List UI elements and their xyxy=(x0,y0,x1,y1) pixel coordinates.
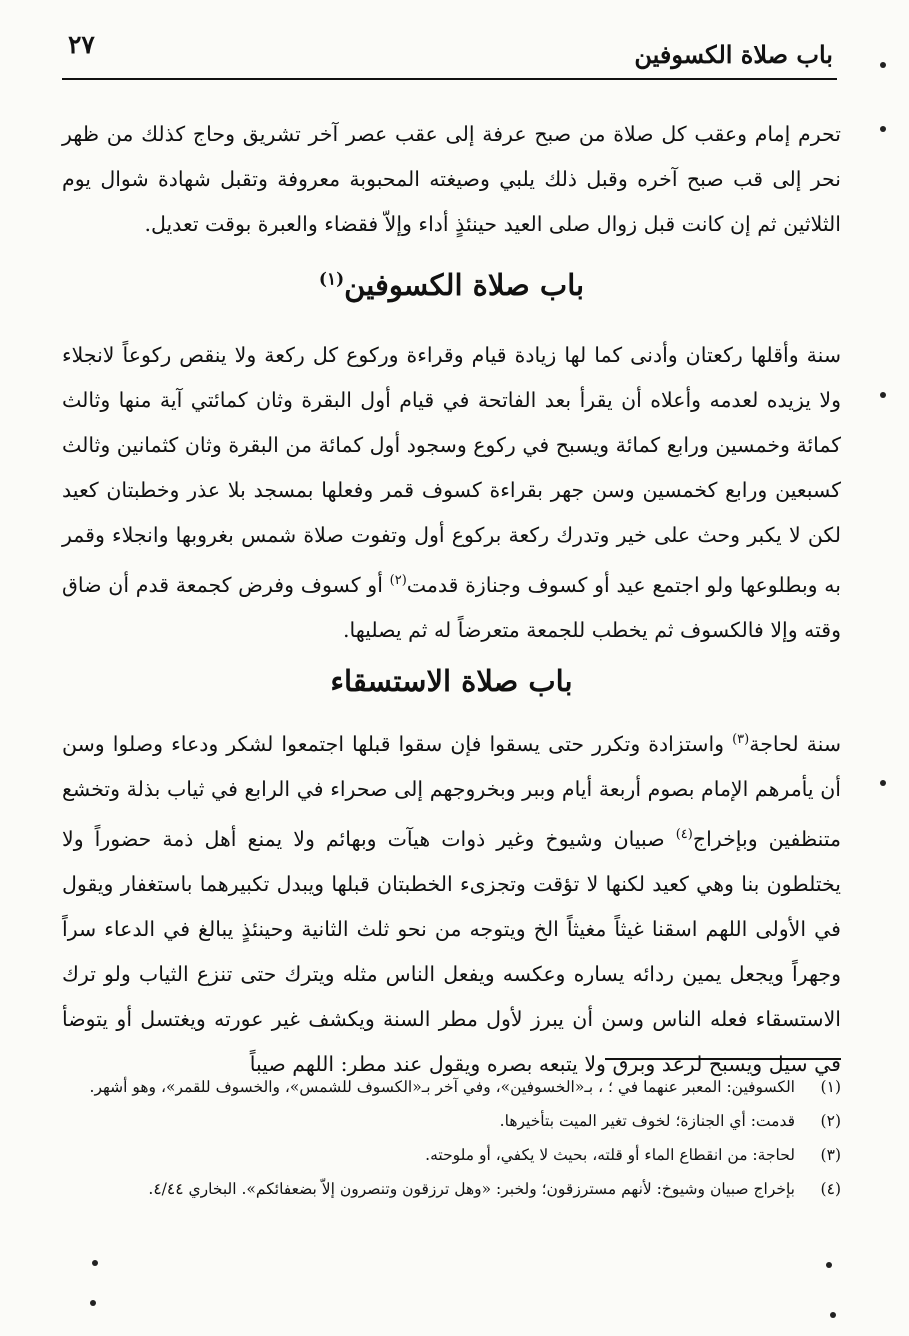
intro-text: تحرم إمام وعقب كل صلاة من صبح عرفة إلى عقب عصر آخر تشريق وحاج كذلك من ظهر نحر إلى قب صبح آخره وقبل ذلك يلبي وصيغته المحبوبة معروفة وتقبل شهادة شوال يوم الثلاثين ثم إن كانت قبل زوال صلى العيد حينئذٍ أداء وإلاّ فقضاء والعبرة بوقت تعديل. xyxy=(62,122,841,236)
footnote-text: قدمت: أي الجنازة؛ لخوف تغير الميت بتأخيرها. xyxy=(499,1112,795,1130)
section-heading-eclipse xyxy=(62,268,841,302)
footnote-text: بإخراج صبيان وشيوخ: لأنهم مسترزقون؛ ولخبر: «وهل ترزقون وتنصرون إلاّ بضعفائكم». البخاري ٤/٤٤. xyxy=(148,1180,795,1198)
heading-rain-text: باب صلاة الاستسقاء xyxy=(330,664,573,698)
heading-eclipse-ref: (١) xyxy=(318,269,345,290)
footnote-ref-3: (٣) xyxy=(732,732,750,747)
scan-speck xyxy=(826,1262,832,1268)
footnote-2 xyxy=(60,1104,841,1138)
footnote-3 xyxy=(60,1138,841,1172)
eclipse-text-b: أو كسوف وفرض كجمعة قدم أن ضاق وقته وإلا فالكسوف ثم يخطب للجمعة متعرضاً له ثم يصليها. xyxy=(62,572,841,642)
footnote-1 xyxy=(60,1070,841,1104)
footnotes xyxy=(60,1070,841,1206)
scan-speck xyxy=(880,392,886,398)
heading-eclipse-text: باب صلاة الكسوفين xyxy=(344,268,585,302)
rain-prayer-paragraph xyxy=(62,717,841,1087)
eclipse-paragraph xyxy=(62,333,841,653)
running-title: باب صلاة الكسوفين xyxy=(634,40,833,69)
scan-speck xyxy=(92,1260,98,1266)
eclipse-text-a: سنة وأقلها ركعتان وأدنى كما لها زيادة قيام وقراءة وركوع كل ركعة ولا ينقص ركوعاً لانجلاء ولا يزيده لعدمه وأعلاه أن يقرأ بعد الفاتحة في قيام أول البقرة وثان كمائتي آية منها وثالث كمائة وخمسين ورابع كمائة ويسبح في ركوع وسجود أول كمائة من البقرة وثان كثمانين وثالث كسبعين ورابع كخمسين وسن جهر بقراءة كسوف قمر وفعلها بمسجد بلا عذر وخطبتان كعيد لكن لا يكبر وحث على خير وتدرك ركعة بركوع أول وتفوت صلاة شمس بغروبها وانجلاء وقمر به وبطلوعها ولو اجتمع عيد أو كسوف وجنازة قدمت xyxy=(62,343,841,597)
section-heading-rain-prayer xyxy=(62,664,841,698)
scan-speck xyxy=(880,62,886,68)
footnote-ref-2: (٢) xyxy=(389,573,407,588)
scan-speck xyxy=(830,1312,836,1318)
rain-text-c: صبيان وشيوخ وغير ذوات هيآت وبهائم ولا يمنع أهل ذمة حضوراً ولا يختلطون بنا وهي كعيد لكنها لا تؤقت وتجزىء الخطبتان قبلها ويبدل تكبيرهما باستغفار ويقول في الأولى اللهم اسقنا غيثاً مغيثاً الخ ويتوجه من نحو ثلث الثانية وحينئذٍ يبالغ في الدعاء سراً وجهراً ويجعل يمين ردائه يساره وعكسه ويفعل الناس مثله ويترك حتى تنزع الثياب ولو ترك الاستسقاء فعله الناس وسن أن يبرز لأول مطر السنة ويكشف غير عورته ويغتسل أو يتوضأ في سيل ويسبح لرعد وبرق ولا يتبعه بصره ويقول عند مطر: اللهم صيباً xyxy=(62,826,841,1076)
footnote-text: الكسوفين: المعبر عنهما في ؛ ، بـ«الخسوفين»، وفي آخر بـ«الكسوف للشمس»، والخسوف للقمر»، وهو أشهر. xyxy=(89,1078,795,1096)
footnote-number: (٤) xyxy=(820,1180,841,1198)
footnote-number: (٢) xyxy=(820,1112,841,1130)
page-number: ٢٧ xyxy=(68,30,95,59)
footnote-divider xyxy=(605,1058,841,1060)
page-header xyxy=(62,22,837,80)
footnote-number: (١) xyxy=(820,1078,841,1096)
footnote-ref-4: (٤) xyxy=(675,826,693,842)
footnote-number: (٣) xyxy=(820,1146,841,1164)
footnote-4 xyxy=(60,1172,841,1206)
rain-text-b: واستزادة وتكرر حتى يسقوا فإن سقوا قبلها اجتمعوا لشكر ودعاء وصلوا وسن أن يأمرهم الإمام بصوم أربعة أيام وببر وبخروجهم إلى صحراء في الرابع في ثياب بذلة وتخشع متنظفين وبإخراج xyxy=(62,731,841,851)
footnote-text: لحاجة: من انقطاع الماء أو قلته، بحيث لا يكفي، أو ملوحته. xyxy=(425,1146,795,1164)
scan-speck xyxy=(90,1300,96,1306)
rain-text-a: سنة لحاجة xyxy=(749,731,841,756)
intro-paragraph xyxy=(62,112,841,247)
scan-speck xyxy=(880,126,886,132)
scan-speck xyxy=(880,780,886,786)
